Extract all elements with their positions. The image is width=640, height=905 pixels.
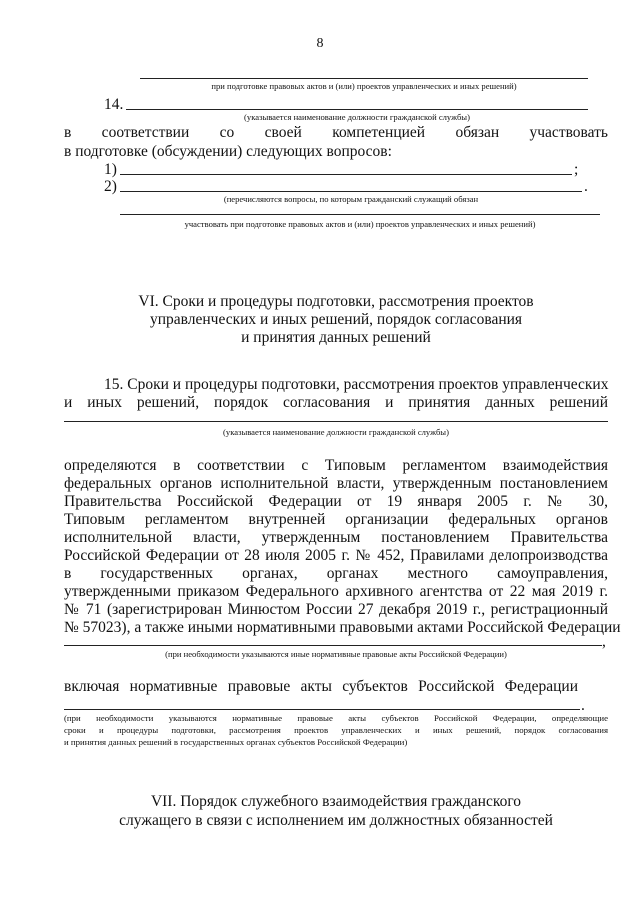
caption-questions: (перечисляются вопросы, по которым гражданский служащий обязан <box>223 194 479 204</box>
paragraph-line: № 57023), а также иными нормативными правовыми актами Российской Федерации <box>64 619 621 636</box>
blank-line <box>120 214 600 215</box>
item-15-text-line2: и иных решений, порядок согласования и принятия данных решений <box>64 394 608 411</box>
question-1-label: 1) <box>104 161 117 178</box>
section-6-title-line2: управленческих и иных решений, порядок согласования <box>149 311 523 328</box>
question-2-label: 2) <box>104 178 117 195</box>
paragraph-line: федеральных органов исполнительной власти, утвержденным постановлением <box>64 475 608 492</box>
caption-position: (указывается наименование должности гражданской службы) <box>223 427 449 437</box>
question-2-end: . <box>584 178 588 195</box>
note-regional-acts-line3: и принятия данных решений в государственных органах субъектов Российской Федерации) <box>64 737 408 747</box>
paragraph-line: утвержденными приказом Федерального архивного агентства от 22 мая 2019 г. <box>64 583 608 600</box>
section-7-title-line1: VII. Порядок служебного взаимодействия гражданского <box>150 793 522 810</box>
question-1-blank <box>120 174 572 175</box>
caption-position: (указывается наименование должности гражданской службы) <box>244 112 470 122</box>
paragraph-line: Типовым регламентом внутренней организации федеральных органов <box>64 511 608 528</box>
item-14-text-line1: в соответствии со своей компетенцией обязан участвовать <box>64 124 608 141</box>
other-acts-comma: , <box>602 633 606 650</box>
paragraph-line: в государственных органах, органах местного самоуправления, <box>64 565 608 582</box>
note-regional-acts-line2: сроки и процедуры подготовки, рассмотрения проектов управленческих и иных решений, порядок согласования <box>64 725 608 735</box>
section-7-title-line2: служащего в связи с исполнением им должностных обязанностей <box>119 812 553 829</box>
question-2-blank <box>120 191 582 192</box>
section-6-title-line1: VI. Сроки и процедуры подготовки, рассмотрения проектов <box>138 293 534 310</box>
caption-questions-cont: участвовать при подготовке правовых актов и (или) проектов управленческих и иных решений) <box>184 219 536 229</box>
paragraph-line: Российской Федерации от 28 июля 2005 г. № 452, Правилами делопроизводства <box>64 547 608 564</box>
paragraph-line: исполнительной власти, утвержденным постановлением Правительства <box>64 529 608 546</box>
caption-other-acts: (при необходимости указываются иные нормативные правовые акты Российской Федерации) <box>165 649 507 659</box>
regional-acts-blank <box>64 709 580 710</box>
position-blank-line <box>126 109 588 110</box>
item-15-text-line1: 15. Сроки и процедуры подготовки, рассмотрения проектов управленческих <box>104 376 609 393</box>
paragraph-line: Правительства Российской Федерации от 19 января 2005 г. № 30, <box>64 493 608 510</box>
caption-legal-acts: при подготовке правовых актов и (или) проектов управленческих и иных решений) <box>211 81 517 91</box>
page-number: 8 <box>316 36 324 51</box>
question-1-end: ; <box>574 161 579 178</box>
including-regional-acts: включая нормативные правовые акты субъектов Российской Федерации <box>64 678 578 695</box>
regional-acts-end: . <box>581 697 585 714</box>
paragraph-line: определяются в соответствии с Типовым регламентом взаимодействия <box>64 457 608 474</box>
item-14-text-line2: в подготовке (обсуждении) следующих вопросов: <box>64 143 392 160</box>
paragraph-line: № 71 (зарегистрирован Минюстом России 27 декабря 2019 г., регистрационный <box>64 601 608 618</box>
note-regional-acts-line1: (при необходимости указываются нормативные правовые акты субъектов Российской Федерации, определяющие <box>64 713 608 723</box>
section-6-title-line3: и принятия данных решений <box>241 329 431 346</box>
blank-line <box>140 78 588 79</box>
position-blank-line <box>64 421 608 422</box>
other-acts-blank <box>64 645 602 646</box>
item-14-number: 14. <box>104 96 124 113</box>
